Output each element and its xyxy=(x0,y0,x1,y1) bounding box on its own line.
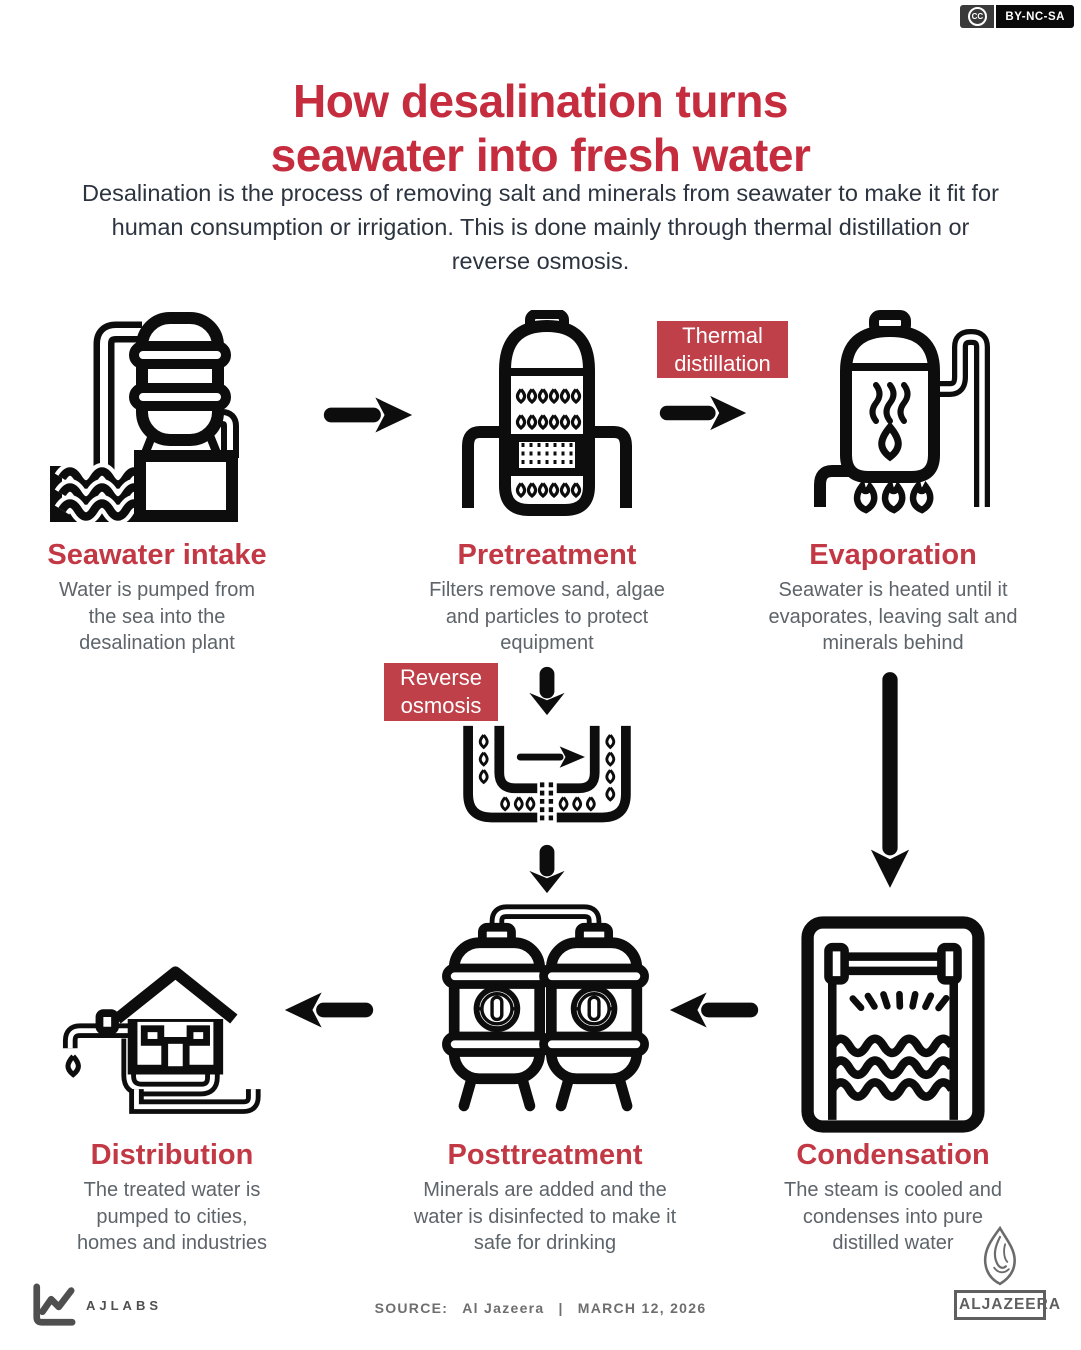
condenser-tank-icon xyxy=(758,908,1028,1140)
twin-tanks-icon xyxy=(408,898,682,1140)
stage-description: The treated water is pumped to cities, homes and industries xyxy=(76,1179,268,1254)
arrow-left-icon xyxy=(283,990,375,1030)
stage-description: Water is pumped from the sea into the desalination plant xyxy=(59,579,255,654)
arrow-left-icon xyxy=(668,990,760,1030)
stage-title: Seawater intake xyxy=(47,539,267,571)
arrow-right-icon xyxy=(658,393,748,433)
cc-circle: CC xyxy=(968,7,987,26)
filter-tank-icon xyxy=(412,300,682,540)
title-line-1: How desalination turns xyxy=(292,74,789,127)
license-terms: BY-NC-SA xyxy=(996,5,1074,28)
stage-description: Seawater is heated until it evaporates, leaving salt and minerals behind xyxy=(768,579,1018,654)
stage-title: Condensation xyxy=(796,1139,990,1171)
source-label: SOURCE: xyxy=(374,1300,449,1316)
source-value: Al Jazeera xyxy=(462,1300,545,1316)
arrow-right-icon xyxy=(322,395,414,435)
reverse-osmosis-membrane-icon xyxy=(454,722,640,834)
reverse-osmosis-badge: Reverse osmosis xyxy=(384,663,498,721)
seawater-intake-plant-icon xyxy=(22,300,292,540)
stage-distribution xyxy=(47,935,297,1256)
arrow-down-icon xyxy=(527,665,567,717)
source-line xyxy=(0,1297,1081,1316)
intro-paragraph: Desalination is the process of removing salt and minerals from seawater to make it fit for human consumption or irrigation. This is done mainly through thermal distillation or reverse osmosis. xyxy=(82,180,999,275)
stage-title: Distribution xyxy=(90,1139,254,1171)
arrow-down-icon xyxy=(527,843,567,895)
stage-title: Pretreatment xyxy=(457,539,637,571)
stage-title: Evaporation xyxy=(809,539,977,571)
stage-posttreatment xyxy=(408,898,682,1256)
arrow-down-long-icon xyxy=(869,667,911,893)
cc-icon xyxy=(960,5,994,28)
ajlabs-label: AJLABS xyxy=(86,1297,163,1313)
al-jazeera-flame-icon xyxy=(978,1226,1022,1286)
license-badge xyxy=(960,5,1074,28)
aljazeera-logo xyxy=(948,1226,1062,1320)
title-line-2: seawater into fresh water xyxy=(270,128,811,181)
source-date: MARCH 12, 2026 xyxy=(577,1300,707,1316)
stage-pretreatment xyxy=(412,300,682,656)
stage-condensation xyxy=(758,908,1028,1256)
house-tap-icon xyxy=(47,935,297,1140)
stage-evaporation xyxy=(758,300,1028,656)
source-separator: | xyxy=(558,1300,564,1316)
page-title xyxy=(0,75,1081,183)
stage-description: Minerals are added and the water is disinfected to make it safe for drinking xyxy=(413,1179,677,1254)
stage-title: Posttreatment xyxy=(447,1139,643,1171)
boiler-flames-icon xyxy=(758,300,1028,540)
aljazeera-wordmark: ALJAZEERA xyxy=(954,1290,1046,1320)
stage-seawater-intake xyxy=(22,300,292,656)
stage-description: The steam is cooled and condenses into pure distilled water xyxy=(784,1179,1002,1254)
stage-description: Filters remove sand, algae and particles to protect equipment xyxy=(429,579,665,654)
thermal-distillation-badge: Thermal distillation xyxy=(657,321,788,378)
